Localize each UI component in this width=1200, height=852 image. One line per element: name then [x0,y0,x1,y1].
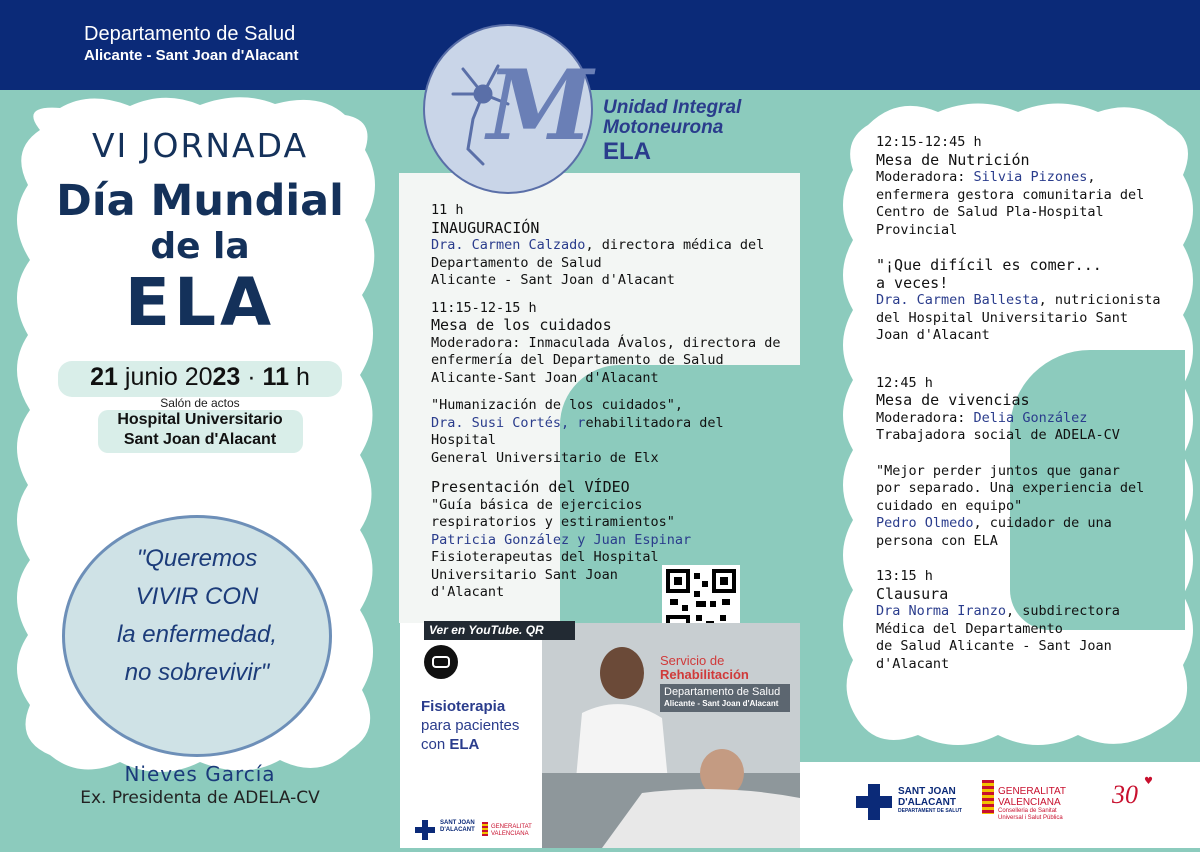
r-session2-mod-name: Delia González [973,409,1088,426]
r-session1-talk2: a veces! [876,273,949,292]
r-session3-desc2: Médica del Departamento [876,620,1063,637]
center-program [431,202,791,602]
r-session2-desc1: Trabajadora social de ADELA-CV [876,427,1120,443]
department-header [84,22,298,66]
r-session3-time: 13:15 h [876,568,933,584]
r-session2-moderator [876,410,1176,428]
r-session1-mod-name: Silvia Pizones [973,169,1088,185]
r-session2-speaker-name: Pedro Olmedo [876,515,974,531]
unit-line2: Motoneurona [603,117,724,138]
date-year-b: 23 [212,363,241,391]
r-session2-speaker-desc1: , cuidador de una [973,515,1112,531]
small-sj-line2: D'ALACANT [440,827,475,833]
r-session1-speaker-desc3: Joan d'Alacant [876,327,990,343]
r-session2-talk2: por separado. Una experiencia del [876,480,1145,496]
r-session1-speaker-name: Dra. Carmen Ballesta [876,292,1039,308]
session2-title: Mesa de los cuidados [431,316,612,334]
event-title-line2: de la [150,226,250,267]
quote-author: Nieves García [124,762,276,786]
date-year-a: 20 [184,363,213,391]
session2-talk: "Humanización de los cuidados", [431,397,683,413]
service-label [660,654,749,682]
generalitat-line1: GENERALITAT [998,786,1066,797]
session1-title: INAUGURACIÓN [431,218,540,237]
unit-line3: ELA [603,138,651,165]
session2-moderator-3: Alicante-Sant Joan d'Alacant [431,369,659,386]
sant-joan-line1: SANT JOAN [898,786,956,797]
session2-moderator-2: enfermería del Departamento de Salud [431,352,724,368]
r-session3-speaker [876,603,1176,621]
small-gv-logo: GENERALITAT VALENCIANA [491,824,532,837]
youtube-icon [432,656,450,668]
sant-joan-line3: DEPARTAMENT DE SALUT [898,808,962,814]
unit-logo-circle [423,24,593,194]
session3-title: Presentación del VÍDEO [431,478,630,496]
session3-speakers: Patricia González y Juan Espinar [431,531,692,548]
session1-time: 11 h [431,202,464,218]
generalitat-line2: VALENCIANA [998,797,1061,808]
r-session3-desc4: d'Alacant [876,655,950,672]
r-session2-speaker [876,515,1176,533]
small-sj-logo [440,820,475,834]
event-title-line1: Día Mundial [56,176,344,226]
session1-speaker-desc-b: Departamento de Salud [431,254,602,271]
department-name: Departamento de Salud [84,23,296,45]
unit-name [603,98,741,166]
date-hour: 11 [262,363,289,391]
r-session1-time: 12:15-12:45 h [876,134,982,150]
r-session1-talk1: "¡Que difícil es comer... [876,256,1102,274]
session1-speaker [431,237,791,255]
venue-label: Salón de actos [160,396,240,410]
unit-line1: Unidad Integral [603,97,742,118]
session2-speaker-desc-a: ehabilitadora del Hospital [431,414,724,448]
r-session1-desc1: enfermera gestora comunitaria del [876,186,1145,203]
small-sj-line1: SANT JOAN [440,820,475,826]
youtube-label[interactable]: Ver en YouTube. QR [424,621,575,640]
small-gv-icon [482,822,488,836]
sant-joan-logo [898,786,962,815]
session1-speaker-name: Dra. Carmen Calzado [431,237,586,253]
generalitat-icon [982,780,994,814]
session3-desc-1: Fisioterapeutas del Hospital [431,549,659,565]
session2-speaker-name: Dra. Susi Cortés, r [431,414,586,431]
r-session1-mod-label: Moderadora: [876,169,974,185]
session2-speaker [431,415,791,450]
heart-icon: ♥ [1144,776,1153,787]
venue-line1: Hospital Universitario [117,411,283,428]
date-day: 21 [90,363,118,391]
venue-line2: Sant Joan d'Alacant [123,431,277,448]
session1-speaker-desc-a: , directora médica del [585,237,765,253]
anniversary-logo: 30 [1112,780,1138,809]
fisio-line2: para pacientes [421,717,520,734]
generalitat-line4: Universal i Salut Pública [998,815,1063,821]
session2-speaker-desc-b: General Universitario de Elx [431,449,659,466]
youtube-button[interactable] [424,645,458,679]
quote-text [68,540,326,692]
session3-talk-1: "Guía básica de ejercicios [431,496,643,513]
r-session3-title: Clausura [876,584,949,603]
date-month: junio [124,363,178,391]
sant-joan-line2: D'ALACANT [898,797,956,808]
venue [58,410,342,450]
quote-author-role: Ex. Presidenta de ADELA-CV [80,788,320,808]
r-session3-desc3: de Salud Alicante - Sant Joan [876,638,1112,654]
r-session1-desc2: Centro de Salud Pla-Hospital [876,204,1104,220]
video-dept-line2: Alicante - Sant Joan d'Alacant [664,699,779,708]
session3-talk-2: respiratorios y estiramientos" [431,514,675,530]
event-date [58,363,342,392]
quote-line2: VIVIR CON [135,583,259,610]
r-session2-time: 12:45 h [876,374,933,391]
right-program [876,134,1176,673]
r-session1-mod-comma: , [1087,169,1096,185]
department-location: Alicante - Sant Joan d'Alacant [84,47,299,64]
fisio-line3b: ELA [449,736,480,753]
event-edition: VI JORNADA [91,126,309,165]
quote-line4: no sobrevivir" [124,659,270,686]
r-session1-desc3: Provincial [876,221,958,238]
unit-logo-letter: M [487,49,594,162]
session2-moderator-1: Moderadora: Inmaculada Ávalos, directora de [431,334,781,351]
date-h: h [295,363,310,391]
r-session2-talk3: cuidado en equipo" [876,497,1023,514]
fisio-line1: Fisioterapia [421,698,506,715]
r-session2-talk1: "Mejor perder juntos que ganar [876,462,1120,479]
r-session3-desc1: , subdirectora [1006,603,1120,619]
fisio-title [421,697,519,754]
fisio-line3a: con [421,736,450,753]
r-session1-speaker-desc1: , nutricionista [1038,292,1161,308]
r-session2-title: Mesa de vivencias [876,391,1030,409]
r-session1-speaker [876,292,1176,310]
quote-line3: la enfermedad, [116,621,278,648]
generalitat-logo [998,786,1066,822]
r-session3-speaker-name: Dra Norma Iranzo [876,603,1007,619]
session2-time: 11:15-12-15 h [431,299,537,316]
generalitat-line3: Conselleria de Sanitat [998,808,1057,814]
session1-speaker-desc-c: Alicante - Sant Joan d'Alacant [431,272,675,288]
small-cross-icon [415,820,435,840]
session3-desc-3: d'Alacant [431,584,505,600]
video-dept-line1: Departamento de Salud [664,686,781,698]
r-session2-speaker-desc2: persona con ELA [876,532,998,549]
r-session2-mod-label: Moderadora: [876,409,974,426]
video-dept-badge [660,684,790,712]
r-session1-speaker-desc2: del Hospital Universitario Sant [876,309,1128,326]
r-session1-title: Mesa de Nutrición [876,150,1030,169]
event-title-ela: ELA [124,264,276,341]
quote-line1: "Queremos [136,545,258,572]
service-line2: Rehabilitación [660,667,749,682]
service-line1: Servicio de [660,653,725,668]
r-session1-moderator [876,169,1176,187]
session3-desc-2: Universitario Sant Joan [431,566,618,583]
date-separator: · [247,363,256,391]
sant-joan-cross-icon [856,784,892,820]
